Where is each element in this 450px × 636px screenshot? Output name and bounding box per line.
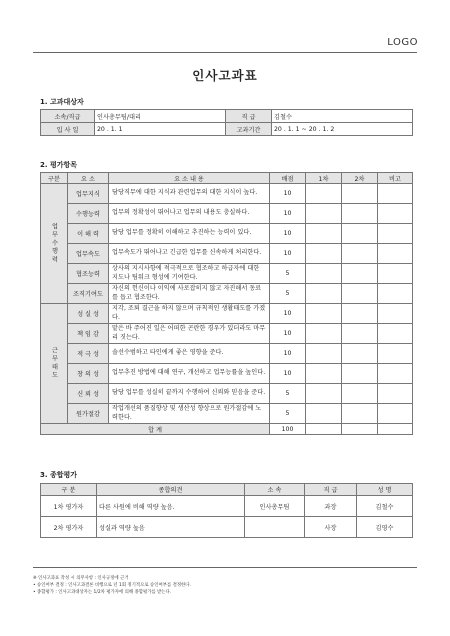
summary-table — [40, 483, 413, 538]
remark-cell — [378, 224, 413, 244]
element-label: 신 뢰 성 — [68, 384, 109, 404]
col-header: 1차 — [306, 173, 342, 184]
cell-label: 입 사 일 — [41, 123, 95, 136]
remark-cell — [378, 204, 413, 224]
score-cell — [306, 264, 342, 284]
score-cell — [342, 304, 378, 324]
section-heading: 2. 평가항목 — [40, 161, 78, 169]
score-cell — [306, 404, 342, 424]
group-label: 근무태도 — [41, 304, 68, 424]
evaluation-row — [41, 324, 413, 344]
score-cell — [342, 264, 378, 284]
score-cell — [342, 404, 378, 424]
element-content: 지각, 조퇴 결근을 하지 않으며 규칙적인 생활태도를 가졌다. — [109, 304, 270, 324]
document-title: 인사고과표 — [192, 68, 258, 83]
evaluator-label: 1차 평가자 — [41, 496, 97, 517]
col-header: 비고 — [378, 173, 413, 184]
score-cell — [342, 364, 378, 384]
rank-cell: 사장 — [305, 517, 357, 538]
cell-value: 20 . 1. 1 ~ 20 . 1. 2 — [272, 123, 413, 136]
cell-value: 인사총무팀/대리 — [95, 110, 226, 123]
col-header: 종합의견 — [97, 484, 245, 496]
evaluation-row — [41, 344, 413, 364]
evaluation-table — [40, 172, 413, 435]
group-label: 업무수행력 — [41, 184, 68, 304]
col-header: 요 소 내 용 — [109, 173, 270, 184]
remark-cell — [378, 364, 413, 384]
col-header: 2차 — [342, 173, 378, 184]
element-label: 업무지식 — [68, 184, 109, 204]
element-content: 상사의 지시사항에 적극적으로 협조하고 하급자에 대한 지도나 팀워크 형성에 기여한다. — [109, 264, 270, 284]
score-value: 10 — [270, 324, 306, 344]
evaluation-row — [41, 264, 413, 284]
footer-divider — [33, 567, 417, 568]
evaluation-row — [41, 304, 413, 324]
element-content: 담당직무에 대한 지식과 관련업무의 대한 지식이 높다. — [109, 184, 270, 204]
score-value: 10 — [270, 224, 306, 244]
element-label: 원가절감 — [68, 404, 109, 424]
score-cell — [306, 224, 342, 244]
element-label: 책 임 감 — [68, 324, 109, 344]
cell-label: 고과기간 — [226, 123, 272, 136]
score-cell — [306, 424, 342, 435]
element-content: 솔선수범하고 타인에게 좋은 영향을 준다. — [109, 344, 270, 364]
evaluation-row — [41, 384, 413, 404]
dept-cell: 인사총무팀 — [245, 496, 305, 517]
score-value: 5 — [270, 404, 306, 424]
header-divider — [33, 52, 417, 53]
remark-cell — [378, 284, 413, 304]
score-value: 10 — [270, 204, 306, 224]
element-content: 작업개선의 품질향상 및 생산성 향상으로 원가절감에 노력한다. — [109, 404, 270, 424]
remark-cell — [378, 184, 413, 204]
score-cell — [342, 184, 378, 204]
evaluation-row — [41, 364, 413, 384]
score-cell — [306, 204, 342, 224]
footnote: • 승인여부 결정 : 인사고과결론 비행으로 년 1회 정기적으로 승인여부를 결정한다. — [33, 583, 191, 588]
remark-cell — [378, 344, 413, 364]
score-cell — [342, 344, 378, 364]
total-label: 합 계 — [41, 424, 270, 435]
element-label: 조직기여도 — [68, 284, 109, 304]
score-cell — [306, 284, 342, 304]
score-cell — [306, 184, 342, 204]
score-cell — [342, 324, 378, 344]
section-heading: 3. 종합평가 — [40, 471, 78, 479]
evaluation-row — [41, 284, 413, 304]
score-cell — [306, 384, 342, 404]
cell-value: 김철수 — [272, 110, 413, 123]
evaluator-label: 2차 평가자 — [41, 517, 97, 538]
name-cell: 김영수 — [357, 517, 413, 538]
remark-cell — [378, 404, 413, 424]
score-value: 5 — [270, 264, 306, 284]
evaluation-row — [41, 224, 413, 244]
score-cell — [306, 244, 342, 264]
element-content: 업무속도가 뛰어나고 긴급한 업무를 신속하게 처리한다. — [109, 244, 270, 264]
col-header: 요 소 — [68, 173, 109, 184]
col-header: 배점 — [270, 173, 306, 184]
footnote: • 종합평가 : 인사고과대상자는 1/2차 평가자에 의해 종합평가를 받는다. — [33, 590, 172, 595]
opinion-cell: 다른 사원에 비해 역량 높음. — [97, 496, 245, 517]
evaluation-row — [41, 404, 413, 424]
element-content: 자신의 헌신이나 이익에 사로잡히지 않고 자진해서 동료를 돕고 협조한다. — [109, 284, 270, 304]
score-cell — [342, 284, 378, 304]
col-header: 구 분 — [41, 484, 97, 496]
score-cell — [342, 424, 378, 435]
score-cell — [342, 384, 378, 404]
element-label: 성 실 성 — [68, 304, 109, 324]
evaluation-row — [41, 244, 413, 264]
footnotes — [33, 575, 191, 596]
element-content: 담당 업무를 정확히 이해하고 추진하는 능력이 있다. — [109, 224, 270, 244]
cell-label: 소속/직급 — [41, 110, 95, 123]
score-cell — [342, 224, 378, 244]
score-cell — [342, 204, 378, 224]
rank-cell: 과장 — [305, 496, 357, 517]
score-value: 10 — [270, 364, 306, 384]
element-content: 업무추진 방법에 대해 연구, 개선하고 업무능률을 높인다. — [109, 364, 270, 384]
element-label: 적 극 성 — [68, 344, 109, 364]
element-label: 업무속도 — [68, 244, 109, 264]
element-content: 담당 업무를 성실히 끝까지 수행하여 신뢰와 믿음을 준다. — [109, 384, 270, 404]
score-value: 5 — [270, 284, 306, 304]
score-value: 10 — [270, 344, 306, 364]
logo: LOGO — [387, 37, 418, 48]
score-cell — [306, 344, 342, 364]
remark-cell — [378, 324, 413, 344]
evaluation-body — [41, 184, 413, 424]
element-content: 업무의 정확성이 뛰어나고 업무의 내용도 충실하다. — [109, 204, 270, 224]
score-cell — [306, 304, 342, 324]
footnote: ※ 인사고과표 작성 시 의무사항 : 인사규정에 근거 — [33, 576, 129, 581]
col-header: 직 급 — [305, 484, 357, 496]
score-cell — [306, 364, 342, 384]
element-label: 협조능력 — [68, 264, 109, 284]
score-cell — [306, 324, 342, 344]
evaluation-row — [41, 204, 413, 224]
subject-table — [40, 109, 413, 136]
remark-cell — [378, 244, 413, 264]
element-label: 창 의 성 — [68, 364, 109, 384]
remark-cell — [378, 384, 413, 404]
total-score: 100 — [270, 424, 306, 435]
dept-cell — [245, 517, 305, 538]
score-value: 5 — [270, 384, 306, 404]
element-label: 수행능력 — [68, 204, 109, 224]
element-label: 이 해 력 — [68, 224, 109, 244]
score-cell — [342, 244, 378, 264]
score-value: 10 — [270, 244, 306, 264]
col-header: 구분 — [41, 173, 68, 184]
cell-label: 직 급 — [226, 110, 272, 123]
col-header: 성 명 — [357, 484, 413, 496]
opinion-cell: 성실과 역량 높음 — [97, 517, 245, 538]
section-heading: 1. 고과대상자 — [40, 98, 84, 106]
score-value: 10 — [270, 304, 306, 324]
remark-cell — [378, 304, 413, 324]
evaluation-row — [41, 184, 413, 204]
score-value: 10 — [270, 184, 306, 204]
remark-cell — [378, 424, 413, 435]
element-content: 맡은 바 주어진 일은 어떠한 곤란한 경우가 있더라도 마무리 짓는다. — [109, 324, 270, 344]
col-header: 소 속 — [245, 484, 305, 496]
cell-value: 20 . 1. 1 — [95, 123, 226, 136]
name-cell: 김철수 — [357, 496, 413, 517]
remark-cell — [378, 264, 413, 284]
